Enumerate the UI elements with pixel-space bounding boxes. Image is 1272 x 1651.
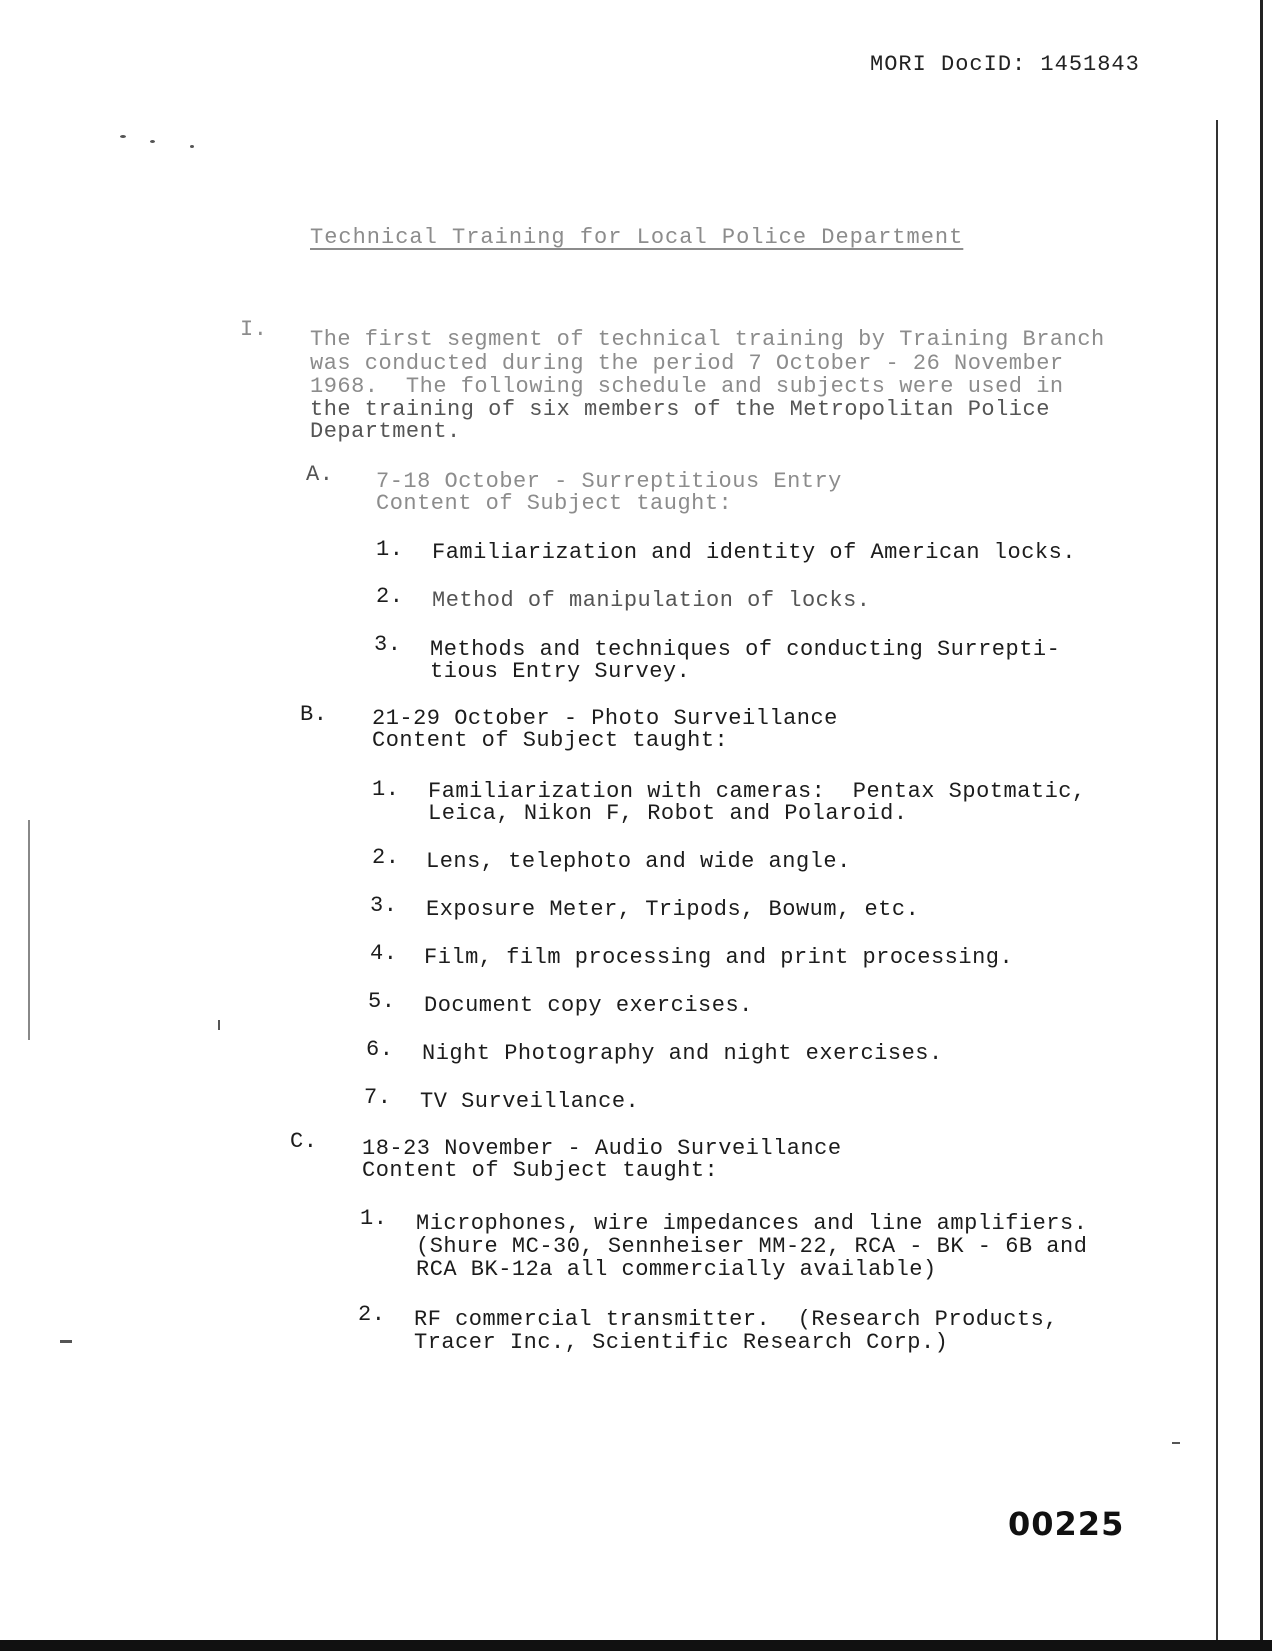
section-a-heading: 7-18 October - Surreptitious Entry xyxy=(376,469,842,494)
list-item-text: RF commercial transmitter. (Research Products, xyxy=(414,1307,1059,1332)
section-b-subheading: Content of Subject taught: xyxy=(372,728,729,753)
doc-id: MORI DocID: 1451843 xyxy=(870,52,1140,77)
list-item-text: Tracer Inc., Scientific Research Corp.) xyxy=(414,1330,949,1355)
scan-speck xyxy=(1172,1442,1180,1444)
list-item-text: Exposure Meter, Tripods, Bowum, etc. xyxy=(426,897,920,922)
list-item-text: Methods and techniques of conducting Surrepti- xyxy=(430,637,1061,662)
list-item-number: 2. xyxy=(376,584,404,609)
scan-edge-inner xyxy=(1216,120,1218,1650)
section-i-line: the training of six members of the Metropolitan Police xyxy=(310,397,1050,422)
list-item-text: Familiarization with cameras: Pentax Spotmatic, xyxy=(428,779,1086,804)
list-item-number: 2. xyxy=(372,845,400,870)
section-c-marker: C. xyxy=(290,1129,318,1154)
list-item-text: Film, film processing and print processing. xyxy=(424,945,1014,970)
list-item-number: 2. xyxy=(358,1302,386,1327)
list-item-number: 7. xyxy=(364,1085,392,1110)
section-i-line: Department. xyxy=(310,419,461,444)
page-stamp-number: 00225 xyxy=(1008,1505,1125,1543)
section-i-line: 1968. The following schedule and subjects were used in xyxy=(310,374,1064,399)
section-i-marker: I. xyxy=(240,317,268,342)
list-item-number: 3. xyxy=(370,893,398,918)
list-item-number: 5. xyxy=(368,989,396,1014)
section-c-heading: 18-23 November - Audio Surveillance xyxy=(362,1136,842,1161)
section-a-marker: A. xyxy=(306,462,334,487)
scan-speck xyxy=(120,135,126,138)
list-item-text: TV Surveillance. xyxy=(420,1089,640,1114)
list-item-text: tious Entry Survey. xyxy=(430,659,691,684)
list-item-number: 6. xyxy=(366,1037,394,1062)
document-title: Technical Training for Local Police Department xyxy=(310,225,964,250)
scan-speck xyxy=(60,1340,72,1343)
list-item-text: Method of manipulation of locks. xyxy=(432,588,871,613)
section-c-subheading: Content of Subject taught: xyxy=(362,1158,719,1183)
list-item-text: Microphones, wire impedances and line amplifiers. xyxy=(416,1211,1088,1236)
section-b-marker: B. xyxy=(300,702,328,727)
scan-speck xyxy=(28,820,30,1040)
scan-speck xyxy=(190,145,194,148)
list-item-text: RCA BK-12a all commercially available) xyxy=(416,1257,937,1282)
list-item-text: Familiarization and identity of American locks. xyxy=(432,540,1077,565)
list-item-number: 1. xyxy=(372,777,400,802)
list-item-text: Night Photography and night exercises. xyxy=(422,1041,943,1066)
list-item-number: 4. xyxy=(370,941,398,966)
list-item-text: Document copy exercises. xyxy=(424,993,753,1018)
section-b-heading: 21-29 October - Photo Surveillance xyxy=(372,706,838,731)
list-item-text: (Shure MC-30, Sennheiser MM-22, RCA - BK - 6B and xyxy=(416,1234,1088,1259)
list-item-text: Lens, telephoto and wide angle. xyxy=(426,849,851,874)
list-item-text: Leica, Nikon F, Robot and Polaroid. xyxy=(428,801,908,826)
scan-edge-bottom xyxy=(0,1640,1272,1651)
scan-speck xyxy=(218,1020,220,1030)
section-i-line: was conducted during the period 7 October - 26 November xyxy=(310,351,1064,376)
list-item-number: 1. xyxy=(376,537,404,562)
section-i-line: The first segment of technical training by Training Branch xyxy=(310,327,1105,352)
list-item-number: 1. xyxy=(360,1206,388,1231)
scan-edge-right xyxy=(1260,0,1263,1651)
section-a-subheading: Content of Subject taught: xyxy=(376,491,733,516)
list-item-number: 3. xyxy=(374,632,402,657)
scan-speck xyxy=(150,140,155,143)
